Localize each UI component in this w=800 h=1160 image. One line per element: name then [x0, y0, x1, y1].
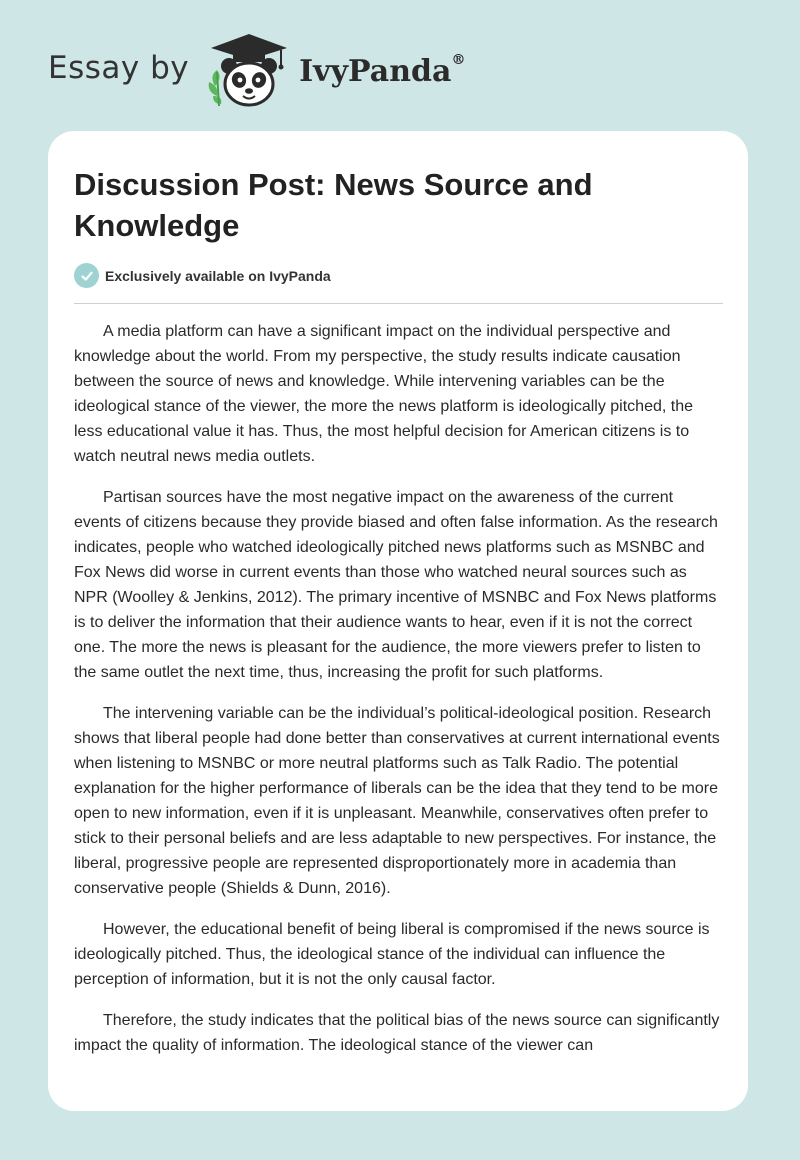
paragraph: A media platform can have a significant impact on the individual perspective and knowledge about the world. From my perspective, the study results indicate causation between the source of news and knowledge. While intervening variables can be the ideological stance of the viewer, the more the news platform is ideologically pitched, the less educational value it has. Thus, the most helpful decision for American citizens is to watch neutral news media outlets.	[74, 323, 694, 465]
essay-by-label: Essay by	[48, 50, 190, 86]
divider	[74, 303, 723, 304]
exclusive-badge-text: Exclusively available on IvyPanda	[105, 267, 331, 284]
trademark-symbol: ®	[451, 51, 466, 68]
exclusive-badge	[74, 263, 331, 288]
check-icon	[74, 263, 99, 288]
paragraph: Partisan sources have the most negative impact on the awareness of the current events of citizens because they provide biased and often false information. As the research indicates, people who watched ideologically pitched news platforms such as MSNBC and Fox News did worse in current events than those who watched neural sources such as NPR (Woolley & Jenkins, 2012). The primary incentive of MSNBC and Fox News platforms is to deliver the information that their audience wants to hear, even if it is not the correct one. The more the news is pleasant for the audience, the more viewers prefer to listen to the same outlet the next time, thus, increasing the profit for such platforms.	[74, 489, 718, 681]
article-body	[74, 319, 724, 1074]
paragraph: However, the educational benefit of being liberal is compromised if the news source is ideologically pitched. Thus, the ideological stance of the individual can influence the perception of information, but it is not the only causal factor.	[74, 921, 710, 988]
paragraph: Therefore, the study indicates that the political bias of the news source can significantly impact the quality of information. The ideological stance of the viewer can	[74, 1012, 720, 1054]
paragraph: The intervening variable can be the individual’s political-ideological position. Research shows that liberal people had done better than conservatives at current international events when listening to MSNBC or more neutral platforms such as Talk Radio. The potential explanation for the higher performance of liberals can be the idea that they tend to be more open to new information, even if it is unpleasant. Meanwhile, conservatives often prefer to stick to their personal beliefs and are less adaptable to new perspectives. For instance, the liberal, progressive people are represented disproportionately more in academia than conservative people (Shields & Dunn, 2016).	[74, 705, 720, 897]
article-card	[48, 131, 748, 1111]
brand-name[interactable]: IvyPanda®	[299, 51, 466, 89]
panda-logo-icon[interactable]	[203, 30, 295, 110]
site-header	[48, 30, 465, 110]
page-title: Discussion Post: News Source and Knowledge	[74, 167, 593, 243]
